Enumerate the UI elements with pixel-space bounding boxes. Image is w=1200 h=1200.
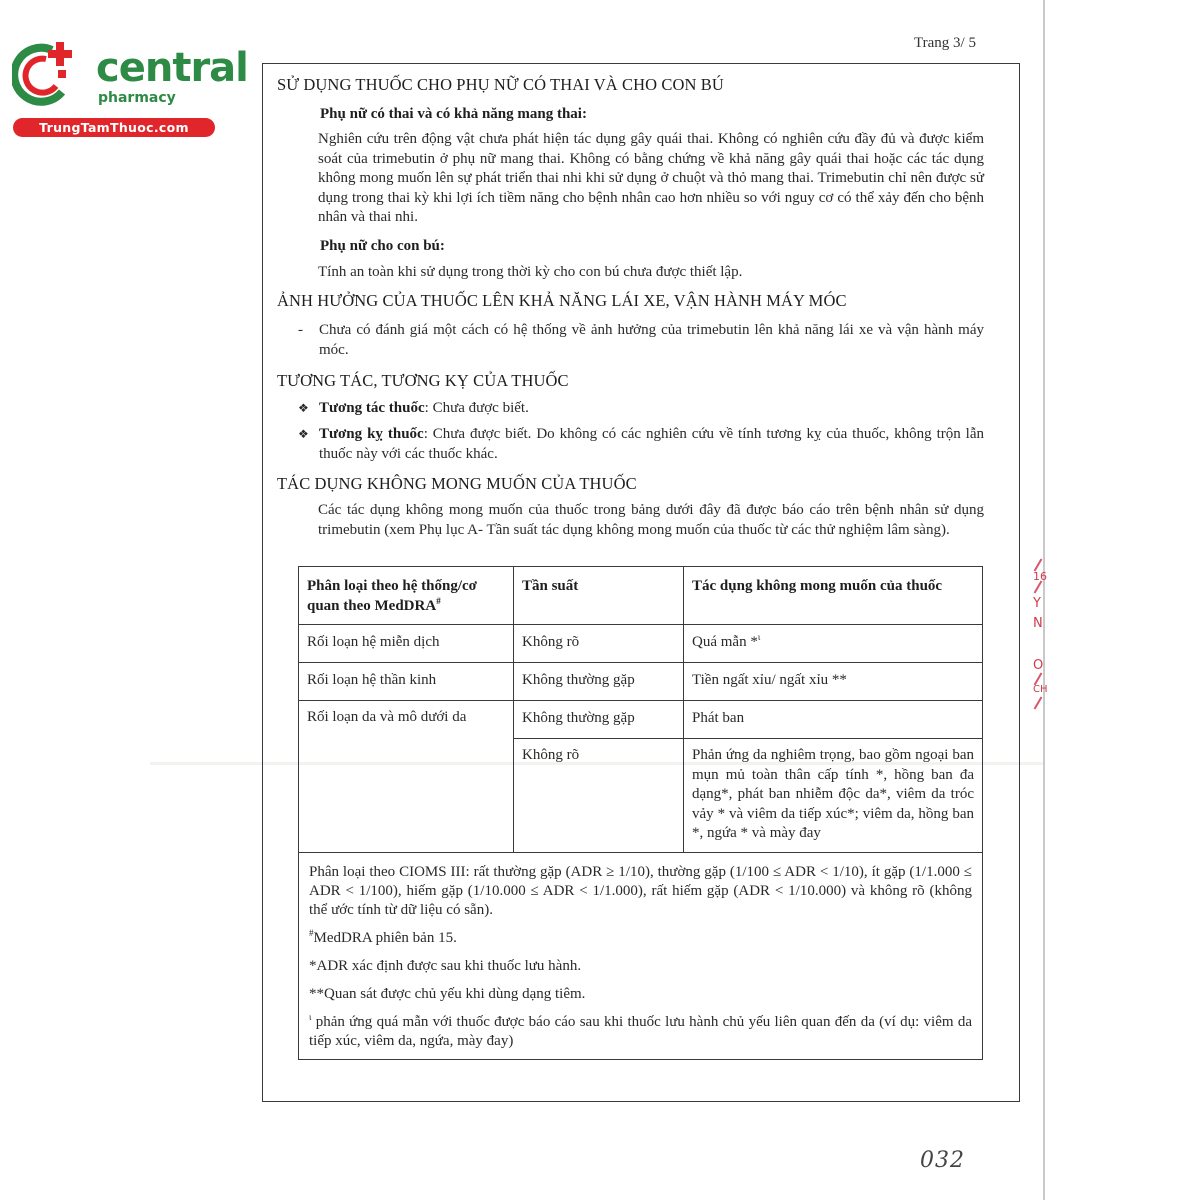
pharmacy-logo xyxy=(8,34,248,138)
paragraph-adverse-intro: Các tác dụng không mong muốn của thuốc trong bảng dưới đây đã được báo cáo trên bệnh nhân sử dụng trimebutin (xem Phụ lục A- Tần suất tác dụng không mong muốn của thuốc từ các thử nghiệm lâm sàng). xyxy=(318,502,984,538)
list-item-interaction xyxy=(298,399,984,419)
stamp-text: 16 xyxy=(1033,570,1047,583)
subheading-pregnant: Phụ nữ có thai và có khả năng mang thai: xyxy=(320,106,587,122)
section-heading-pregnancy: SỬ DỤNG THUỐC CHO PHỤ NỮ CÓ THAI VÀ CHO CON BÚ xyxy=(277,75,724,94)
driving-text: Chưa có đánh giá một cách có hệ thống về ảnh hưởng của trimebutin lên khả năng lái xe và vận hành máy móc. xyxy=(319,322,984,358)
cell-effect: Phản ứng da nghiêm trọng, bao gồm ngoại ban mụn mủ toàn thân cấp tính *, hồng ban đa dạng*, phát ban nhiễm độc da*, viêm da tróc vảy * và viêm da tiếp xúc*; viêm da, hồng ban *, ngứa * và mày đay xyxy=(684,739,983,853)
list-item-incompatibility xyxy=(298,425,984,464)
stamp-fragment xyxy=(1029,560,1049,720)
paragraph-breastfeeding: Tính an toàn khi sử dụng trong thời kỳ cho con bú chưa được thiết lập. xyxy=(318,264,743,280)
stamp-text: N xyxy=(1033,616,1043,631)
list-item-driving xyxy=(298,321,984,360)
cell-effect: Phát ban xyxy=(684,701,983,739)
dash-bullet-icon: - xyxy=(298,322,303,338)
adverse-effects-table xyxy=(298,566,983,1060)
item-text: : Chưa được biết. Do không có các nghiên cứu về tính tương kỵ của thuốc, không trộn lẫn thuốc này với các thuốc khác. xyxy=(319,426,984,462)
stamp-text: CH xyxy=(1033,684,1048,695)
handwritten-page-number: 032 xyxy=(920,1148,965,1173)
table-row xyxy=(299,663,983,701)
table-row xyxy=(299,701,983,739)
page-number: Trang 3/ 5 xyxy=(914,35,976,51)
note-meddra: #MedDRA phiên bản 15. xyxy=(309,927,457,946)
item-label: Tương kỵ thuốc xyxy=(319,426,424,442)
cell-system: Rối loạn hệ thần kinh xyxy=(299,663,514,701)
table-row xyxy=(299,625,983,663)
section-heading-adverse: TÁC DỤNG KHÔNG MONG MUỐN CỦA THUỐC xyxy=(277,474,637,493)
note-single-star: *ADR xác định được sau khi thuốc lưu hành. xyxy=(309,957,582,974)
cell-frequency: Không rõ xyxy=(514,625,684,663)
stamp-text: Y xyxy=(1033,596,1041,611)
subheading-breastfeeding: Phụ nữ cho con bú: xyxy=(320,238,445,254)
header-system: Phân loại theo hệ thống/cơ quan theo MedDRA# xyxy=(299,567,514,625)
cell-system: Rối loạn hệ miễn dịch xyxy=(299,625,514,663)
section-heading-driving: ẢNH HƯỞNG CỦA THUỐC LÊN KHẢ NĂNG LÁI XE, VẬN HÀNH MÁY MÓC xyxy=(277,291,847,310)
table-notes xyxy=(299,852,983,1059)
note-double-star: **Quan sát được chủ yếu khi dùng dạng tiêm. xyxy=(309,985,586,1002)
cell-system: Rối loạn da và mô dưới da xyxy=(299,701,514,853)
note-cioms: Phân loại theo CIOMS III: rất thường gặp (ADR ≥ 1/10), thường gặp (1/100 ≤ ADR < 1/10), ít gặp (1/1.000 ≤ ADR < 1/100), hiếm gặp (1/10.000 ≤ ADR < 1/1.000), rất hiếm gặp (ADR < 1/10.000) và không rõ (không thể ước tính từ dữ liệu có sẵn). xyxy=(309,863,972,918)
note-iota: $^\iota$ phản ứng quá mẫn với thuốc được báo cáo sau khi thuốc lưu hành chủ yếu liên quan đến da (ví dụ: viêm da tiếp xúc, viêm da, ngứa, mày đay) xyxy=(309,1011,972,1049)
diamond-bullet-icon: ❖ xyxy=(298,401,309,415)
paragraph-pregnant: Nghiên cứu trên động vật chưa phát hiện tác dụng gây quái thai. Không có nghiên cứu đầy đủ và được kiểm soát của trimebutin ở phụ nữ mang thai. Không có bằng chứng về khả năng gây quái thai hoặc các tác dụng không mong muốn lên sự phát triển thai nhi khi sử dụng ở chuột và thỏ mang thai. Trimebutin chỉ nên được sử dụng trong thai kỳ khi lợi ích tiềm năng cho bệnh nhân cao hơn nhiều so với nguy cơ có thể xảy đến cho bệnh nhân và thai nhi. xyxy=(318,131,984,226)
table-header-row xyxy=(299,567,983,625)
header-frequency: Tần suất xyxy=(514,567,684,625)
cell-effect: Quá mẫn *$^\iota$ xyxy=(684,625,983,663)
table-notes-row xyxy=(299,852,983,1059)
logo-site-link[interactable]: TrungTamThuoc.com xyxy=(13,118,215,137)
section-heading-interactions: TƯƠNG TÁC, TƯƠNG KỴ CỦA THUỐC xyxy=(277,371,569,390)
item-text: : Chưa được biết. xyxy=(424,400,529,416)
cell-frequency: Không thường gặp xyxy=(514,701,684,739)
cell-frequency: Không thường gặp xyxy=(514,663,684,701)
cell-frequency: Không rõ xyxy=(514,739,684,853)
logo-subtitle: pharmacy xyxy=(98,90,176,106)
cell-effect: Tiền ngất xỉu/ ngất xỉu ** xyxy=(684,663,983,701)
item-label: Tương tác thuốc xyxy=(319,400,425,416)
logo-brand: central xyxy=(96,45,248,91)
stamp-text: O xyxy=(1033,658,1044,673)
logo-mark-icon xyxy=(12,40,78,106)
diamond-bullet-icon: ❖ xyxy=(298,427,309,441)
header-effect: Tác dụng không mong muốn của thuốc xyxy=(684,567,983,625)
